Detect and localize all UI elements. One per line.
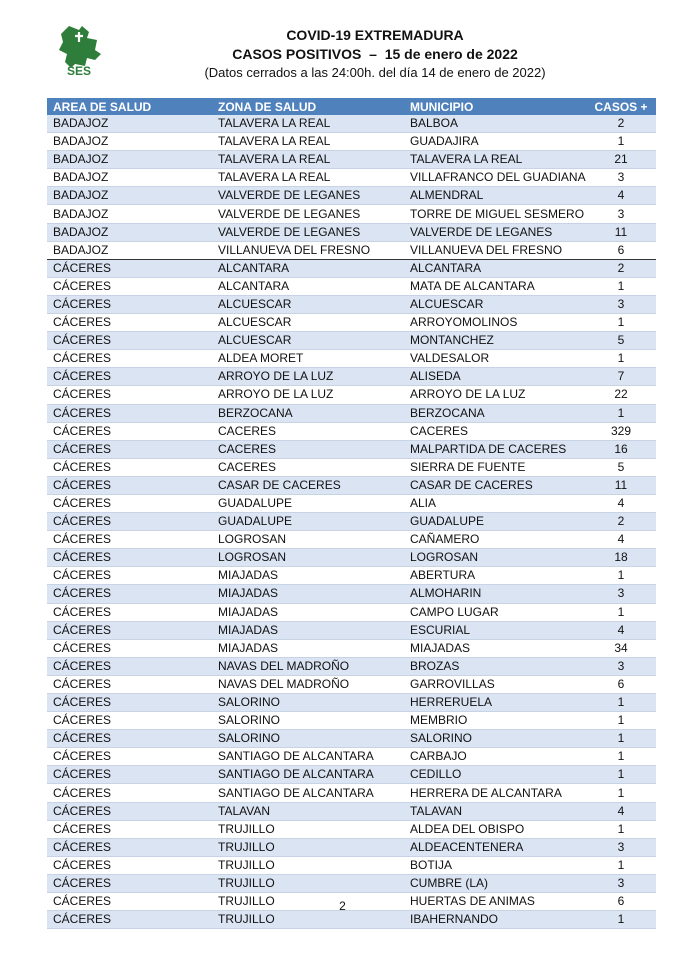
cell-casos: 1 xyxy=(586,133,656,151)
table-row xyxy=(47,314,656,332)
cell-municipio: IBAHERNANDO xyxy=(404,911,586,929)
cell-area: BADAJOZ xyxy=(47,151,212,169)
cell-casos: 329 xyxy=(586,422,656,440)
cell-municipio: ARROYO DE LA LUZ xyxy=(404,386,586,404)
cell-zona: NAVAS DEL MADROÑO xyxy=(212,675,404,693)
table-row xyxy=(47,458,656,476)
table-row xyxy=(47,766,656,784)
table-row xyxy=(47,748,656,766)
table-row xyxy=(47,838,656,856)
cell-municipio: MEMBRIO xyxy=(404,712,586,730)
cell-casos: 5 xyxy=(586,458,656,476)
table-row xyxy=(47,494,656,512)
table-row xyxy=(47,332,656,350)
cell-casos: 18 xyxy=(586,549,656,567)
cell-area: CÁCERES xyxy=(47,386,212,404)
table-row xyxy=(47,675,656,693)
cell-municipio: BOTIJA xyxy=(404,856,586,874)
cell-area: CÁCERES xyxy=(47,893,212,911)
table-row xyxy=(47,603,656,621)
cell-zona: ALCUESCAR xyxy=(212,332,404,350)
table-row xyxy=(47,151,656,169)
cell-casos: 6 xyxy=(586,241,656,259)
cell-zona: SANTIAGO DE ALCANTARA xyxy=(212,784,404,802)
cell-municipio: GUADAJIRA xyxy=(404,133,586,151)
cell-casos: 1 xyxy=(586,766,656,784)
col-header-zona: ZONA DE SALUD xyxy=(212,98,404,115)
cell-area: CÁCERES xyxy=(47,730,212,748)
cell-area: CÁCERES xyxy=(47,621,212,639)
cell-zona: ALCANTARA xyxy=(212,259,404,277)
cell-area: CÁCERES xyxy=(47,585,212,603)
cell-municipio: BALBOA xyxy=(404,115,586,133)
cell-municipio: VILLAFRANCO DEL GUADIANA xyxy=(404,169,586,187)
cell-zona: BERZOCANA xyxy=(212,404,404,422)
table-row xyxy=(47,712,656,730)
cell-casos: 2 xyxy=(586,115,656,133)
cell-casos: 1 xyxy=(586,748,656,766)
cell-area: BADAJOZ xyxy=(47,223,212,241)
cell-municipio: HERRERUELA xyxy=(404,694,586,712)
cell-area: CÁCERES xyxy=(47,277,212,295)
cell-area: CÁCERES xyxy=(47,639,212,657)
page-number: 2 xyxy=(339,899,346,913)
cell-zona: LOGROSAN xyxy=(212,531,404,549)
cell-area: CÁCERES xyxy=(47,820,212,838)
cell-municipio: ALCUESCAR xyxy=(404,295,586,313)
cell-area: CÁCERES xyxy=(47,494,212,512)
cell-zona: SALORINO xyxy=(212,730,404,748)
cell-casos: 1 xyxy=(586,404,656,422)
table-row xyxy=(47,639,656,657)
cell-casos: 1 xyxy=(586,784,656,802)
table-body xyxy=(47,115,656,929)
table-row xyxy=(47,784,656,802)
cell-zona: CACERES xyxy=(212,440,404,458)
cell-area: CÁCERES xyxy=(47,856,212,874)
cell-municipio: ALMOHARIN xyxy=(404,585,586,603)
cell-area: CÁCERES xyxy=(47,802,212,820)
cell-zona: SALORINO xyxy=(212,694,404,712)
cell-municipio: ALISEDA xyxy=(404,368,586,386)
table-row xyxy=(47,115,656,133)
cell-casos: 5 xyxy=(586,332,656,350)
col-header-area: AREA DE SALUD xyxy=(47,98,212,115)
cell-casos: 2 xyxy=(586,513,656,531)
logo-text: SES xyxy=(66,64,92,78)
table-row xyxy=(47,386,656,404)
cell-zona: ALCUESCAR xyxy=(212,295,404,313)
cell-municipio: MIAJADAS xyxy=(404,639,586,657)
cell-zona: ALCANTARA xyxy=(212,277,404,295)
table-row xyxy=(47,205,656,223)
cell-casos: 4 xyxy=(586,802,656,820)
cell-area: CÁCERES xyxy=(47,911,212,929)
cell-area: BADAJOZ xyxy=(47,169,212,187)
cell-municipio: CUMBRE (LA) xyxy=(404,874,586,892)
cell-municipio: TORRE DE MIGUEL SESMERO xyxy=(404,205,586,223)
cell-casos: 6 xyxy=(586,893,656,911)
cell-zona: TALAVERA LA REAL xyxy=(212,133,404,151)
cell-municipio: GARROVILLAS xyxy=(404,675,586,693)
cell-casos: 1 xyxy=(586,350,656,368)
cell-municipio: CAÑAMERO xyxy=(404,531,586,549)
cell-zona: TALAVERA LA REAL xyxy=(212,115,404,133)
cell-casos: 1 xyxy=(586,820,656,838)
cell-casos: 1 xyxy=(586,712,656,730)
table-row xyxy=(47,422,656,440)
table-row xyxy=(47,223,656,241)
cell-zona: MIAJADAS xyxy=(212,639,404,657)
cell-zona: NAVAS DEL MADROÑO xyxy=(212,657,404,675)
cell-municipio: TALAVERA LA REAL xyxy=(404,151,586,169)
cell-casos: 4 xyxy=(586,187,656,205)
table-row xyxy=(47,169,656,187)
cell-municipio: CARBAJO xyxy=(404,748,586,766)
cell-area: CÁCERES xyxy=(47,440,212,458)
table-row xyxy=(47,567,656,585)
cell-area: CÁCERES xyxy=(47,874,212,892)
cell-zona: GUADALUPE xyxy=(212,494,404,512)
table-row xyxy=(47,440,656,458)
cell-area: CÁCERES xyxy=(47,332,212,350)
cell-casos: 21 xyxy=(586,151,656,169)
cell-casos: 3 xyxy=(586,874,656,892)
cell-municipio: ESCURIAL xyxy=(404,621,586,639)
cell-zona: LOGROSAN xyxy=(212,549,404,567)
cell-zona: SANTIAGO DE ALCANTARA xyxy=(212,766,404,784)
cell-municipio: CEDILLO xyxy=(404,766,586,784)
cell-municipio: ARROYOMOLINOS xyxy=(404,314,586,332)
cell-area: CÁCERES xyxy=(47,549,212,567)
cell-casos: 1 xyxy=(586,603,656,621)
cell-zona: VALVERDE DE LEGANES xyxy=(212,205,404,223)
cell-municipio: HERRERA DE ALCANTARA xyxy=(404,784,586,802)
cell-casos: 1 xyxy=(586,694,656,712)
cell-area: CÁCERES xyxy=(47,513,212,531)
cell-area: CÁCERES xyxy=(47,368,212,386)
cell-area: CÁCERES xyxy=(47,458,212,476)
cell-area: CÁCERES xyxy=(47,350,212,368)
cell-area: CÁCERES xyxy=(47,657,212,675)
cell-area: CÁCERES xyxy=(47,694,212,712)
report-subtitle: CASOS POSITIVOS – 15 de enero de 2022 xyxy=(232,46,518,62)
cell-zona: ALCUESCAR xyxy=(212,314,404,332)
cell-casos: 1 xyxy=(586,856,656,874)
table-row xyxy=(47,585,656,603)
col-header-casos: CASOS + xyxy=(586,98,656,115)
table-row xyxy=(47,476,656,494)
cell-municipio: CAMPO LUGAR xyxy=(404,603,586,621)
cell-zona: TALAVERA LA REAL xyxy=(212,169,404,187)
cell-zona: TRUJILLO xyxy=(212,874,404,892)
cell-zona: TALAVAN xyxy=(212,802,404,820)
cell-casos: 22 xyxy=(586,386,656,404)
cell-zona: CACERES xyxy=(212,422,404,440)
cell-area: BADAJOZ xyxy=(47,115,212,133)
cell-municipio: SALORINO xyxy=(404,730,586,748)
table-row xyxy=(47,277,656,295)
cell-municipio: GUADALUPE xyxy=(404,513,586,531)
cell-zona: MIAJADAS xyxy=(212,585,404,603)
cell-area: CÁCERES xyxy=(47,784,212,802)
cell-casos: 2 xyxy=(586,259,656,277)
cell-casos: 1 xyxy=(586,277,656,295)
cell-municipio: SIERRA DE FUENTE xyxy=(404,458,586,476)
cell-area: CÁCERES xyxy=(47,476,212,494)
cell-zona: TRUJILLO xyxy=(212,911,404,929)
table-row xyxy=(47,350,656,368)
cell-area: BADAJOZ xyxy=(47,133,212,151)
cell-casos: 16 xyxy=(586,440,656,458)
cell-area: CÁCERES xyxy=(47,314,212,332)
table-row xyxy=(47,874,656,892)
cell-municipio: LOGROSAN xyxy=(404,549,586,567)
cell-zona: SALORINO xyxy=(212,712,404,730)
cell-municipio: ALDEACENTENERA xyxy=(404,838,586,856)
cell-zona: TRUJILLO xyxy=(212,856,404,874)
cell-area: CÁCERES xyxy=(47,675,212,693)
cell-municipio: VALDESALOR xyxy=(404,350,586,368)
cell-area: CÁCERES xyxy=(47,531,212,549)
table-row xyxy=(47,241,656,259)
cell-municipio: ALMENDRAL xyxy=(404,187,586,205)
cell-casos: 3 xyxy=(586,295,656,313)
table-row xyxy=(47,295,656,313)
cell-zona: VALVERDE DE LEGANES xyxy=(212,187,404,205)
report-title: COVID-19 EXTREMADURA xyxy=(286,27,464,43)
cell-casos: 3 xyxy=(586,205,656,223)
cell-casos: 11 xyxy=(586,223,656,241)
cell-area: CÁCERES xyxy=(47,838,212,856)
cell-zona: ARROYO DE LA LUZ xyxy=(212,386,404,404)
cell-municipio: TALAVAN xyxy=(404,802,586,820)
cell-casos: 1 xyxy=(586,314,656,332)
table-row xyxy=(47,513,656,531)
report-header xyxy=(140,26,610,82)
cell-municipio: ALDEA DEL OBISPO xyxy=(404,820,586,838)
cell-zona: TRUJILLO xyxy=(212,838,404,856)
cell-casos: 11 xyxy=(586,476,656,494)
cell-zona: TRUJILLO xyxy=(212,893,404,911)
cell-area: CÁCERES xyxy=(47,748,212,766)
table-row xyxy=(47,531,656,549)
cell-zona: TRUJILLO xyxy=(212,820,404,838)
cell-municipio: VALVERDE DE LEGANES xyxy=(404,223,586,241)
cell-municipio: VILLANUEVA DEL FRESNO xyxy=(404,241,586,259)
table-row xyxy=(47,133,656,151)
ses-logo xyxy=(55,24,105,78)
cell-zona: SANTIAGO DE ALCANTARA xyxy=(212,748,404,766)
cell-municipio: MATA DE ALCANTARA xyxy=(404,277,586,295)
cell-casos: 3 xyxy=(586,169,656,187)
table-header-row xyxy=(47,98,656,115)
table-row xyxy=(47,621,656,639)
cell-area: CÁCERES xyxy=(47,712,212,730)
table-row xyxy=(47,820,656,838)
cell-zona: TALAVERA LA REAL xyxy=(212,151,404,169)
cell-area: CÁCERES xyxy=(47,259,212,277)
cell-zona: MIAJADAS xyxy=(212,621,404,639)
cell-zona: GUADALUPE xyxy=(212,513,404,531)
table-row xyxy=(47,259,656,277)
cell-municipio: MALPARTIDA DE CACERES xyxy=(404,440,586,458)
cell-casos: 7 xyxy=(586,368,656,386)
cell-municipio: BROZAS xyxy=(404,657,586,675)
col-header-municipio: MUNICIPIO xyxy=(404,98,586,115)
cell-casos: 3 xyxy=(586,657,656,675)
report-note: (Datos cerrados a las 24:00h. del día 14 de enero de 2022) xyxy=(204,65,546,80)
cell-municipio: MONTANCHEZ xyxy=(404,332,586,350)
table-row xyxy=(47,368,656,386)
cell-area: BADAJOZ xyxy=(47,241,212,259)
cell-casos: 1 xyxy=(586,567,656,585)
cell-casos: 4 xyxy=(586,531,656,549)
cell-casos: 3 xyxy=(586,838,656,856)
cell-casos: 1 xyxy=(586,730,656,748)
cell-zona: CASAR DE CACERES xyxy=(212,476,404,494)
cell-zona: MIAJADAS xyxy=(212,567,404,585)
cell-zona: ALDEA MORET xyxy=(212,350,404,368)
table-row xyxy=(47,856,656,874)
cell-area: CÁCERES xyxy=(47,422,212,440)
cell-area: CÁCERES xyxy=(47,603,212,621)
table-row xyxy=(47,404,656,422)
table-row xyxy=(47,694,656,712)
cell-casos: 4 xyxy=(586,621,656,639)
cell-area: CÁCERES xyxy=(47,766,212,784)
cell-municipio: CACERES xyxy=(404,422,586,440)
cell-area: BADAJOZ xyxy=(47,187,212,205)
cell-casos: 3 xyxy=(586,585,656,603)
cell-casos: 6 xyxy=(586,675,656,693)
cell-zona: CACERES xyxy=(212,458,404,476)
table-row xyxy=(47,549,656,567)
cell-municipio: ALIA xyxy=(404,494,586,512)
cell-municipio: BERZOCANA xyxy=(404,404,586,422)
cell-municipio: ALCANTARA xyxy=(404,259,586,277)
cell-casos: 34 xyxy=(586,639,656,657)
table-row xyxy=(47,802,656,820)
table-row xyxy=(47,911,656,929)
table-row xyxy=(47,730,656,748)
cell-zona: MIAJADAS xyxy=(212,603,404,621)
cell-casos: 4 xyxy=(586,494,656,512)
cell-area: CÁCERES xyxy=(47,404,212,422)
cell-municipio: CASAR DE CACERES xyxy=(404,476,586,494)
cell-municipio: ABERTURA xyxy=(404,567,586,585)
cell-area: CÁCERES xyxy=(47,295,212,313)
cell-zona: ARROYO DE LA LUZ xyxy=(212,368,404,386)
cell-casos: 1 xyxy=(586,911,656,929)
table-row xyxy=(47,187,656,205)
cell-zona: VILLANUEVA DEL FRESNO xyxy=(212,241,404,259)
cell-municipio: HUERTAS DE ANIMAS xyxy=(404,893,586,911)
cell-area: BADAJOZ xyxy=(47,205,212,223)
cell-area: CÁCERES xyxy=(47,567,212,585)
cases-table xyxy=(47,98,656,929)
table-row xyxy=(47,657,656,675)
cell-zona: VALVERDE DE LEGANES xyxy=(212,223,404,241)
